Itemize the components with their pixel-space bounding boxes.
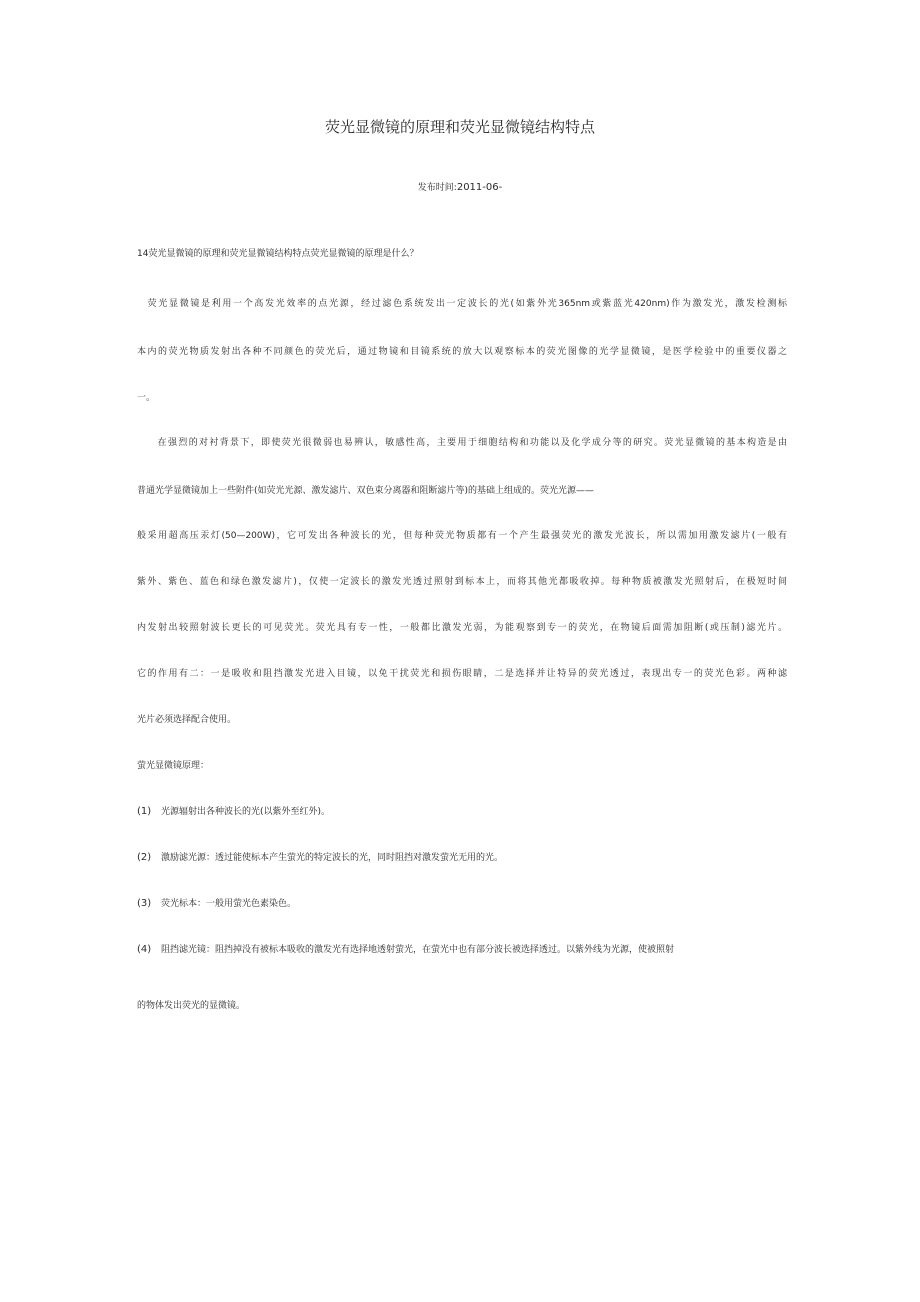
paragraph-line: 普通光学显微镜加上一些附件(如荧光光源、激发滤片、双色束分离器和阻断滤片等)的基础上组成的。荧光光源—— [137, 486, 595, 496]
list-item [137, 943, 787, 957]
publish-date [0, 181, 920, 195]
paragraph-line: 荧光显微镜是利用一个高发光效率的点光源，经过滤色系统发出一定波长的光(如紫外光365nm或紫蓝光420nm)作为激发光，激发检测标 [137, 299, 787, 309]
list-item-number: (4) [137, 944, 152, 955]
list-item-text: 光源辐射出各种波长的光(以紫外至红外)。 [161, 807, 331, 817]
list-item [137, 805, 787, 819]
paragraph-line: 在强烈的对衬背景下，即使荧光很微弱也易辨认，敏感性高，主要用于细胞结构和功能以及化学成分等的研究。荧光显微镜的基本构造是由 [137, 438, 787, 448]
paragraph-line: 本内的荧光物质发射出各种不同颜色的荧光后，通过物镜和目镜系统的放大以观察标本的荧光图像的光学显微镜，是医学检验中的重要仪器之 [137, 347, 787, 357]
section-heading: 萤光显微镜原理： [137, 761, 210, 771]
list-item-text: 阻挡滤光镜：阻挡掉没有被标本吸收的激发光有选择地透射萤光，在萤光中也有部分波长被选择透过。以紫外线为光源，使被照射 [161, 945, 675, 955]
paragraph-line: 它的作用有二：一是吸收和阻挡激发光进入目镜，以免干扰荧光和损伤眼睛，二是选择并让特异的荧光透过，表现出专一的荧光色彩。两种滤 [137, 669, 787, 679]
list-item-number: (2) [137, 852, 152, 863]
paragraph-line: 紫外、紫色、蓝色和绿色激发滤片)，仅使一定波长的激发光透过照射到标本上，而将其他光都吸收掉。每种物质被激发光照射后，在极短时间 [137, 577, 787, 587]
paragraph-line: 光片必须选择配合使用。 [137, 715, 237, 725]
paragraph-line: 的物体发出荧光的显微镜。 [137, 1001, 246, 1011]
list-item [137, 851, 787, 865]
list-item-number: (3) [137, 898, 152, 909]
list-item-number: (1) [137, 806, 152, 817]
document-title: 荧光显微镜的原理和荧光显微镜结构特点 [324, 118, 595, 136]
publish-date-label: 发布时间: [417, 183, 457, 193]
paragraph-line: 内发射出较照射波长更长的可见荧光。荧光具有专一性，一般都比激发光弱，为能观察到专一的荧光，在物镜后面需加阻断(或压制)滤光片。 [137, 623, 787, 633]
publish-date-value: 2011-06- [456, 182, 503, 193]
paragraph-line: 般采用超高压汞灯(50—200W)，它可发出各种波长的光，但每种荧光物质都有一个产生最强荧光的激发光波长，所以需加用激发滤片(一般有 [137, 531, 787, 541]
list-item-text: 激励滤光源：透过能使标本产生萤光的特定波长的光，同时阻挡对激发萤光无用的光。 [161, 853, 504, 863]
list-item [137, 897, 787, 911]
paragraph-line: 14荧光显微镜的原理和荧光显微镜结构特点荧光显微镜的原理是什么？ [137, 249, 419, 259]
list-item-text: 荧光标本：一般用萤光色素染色。 [161, 899, 297, 909]
paragraph-line: 一。 [137, 393, 156, 403]
